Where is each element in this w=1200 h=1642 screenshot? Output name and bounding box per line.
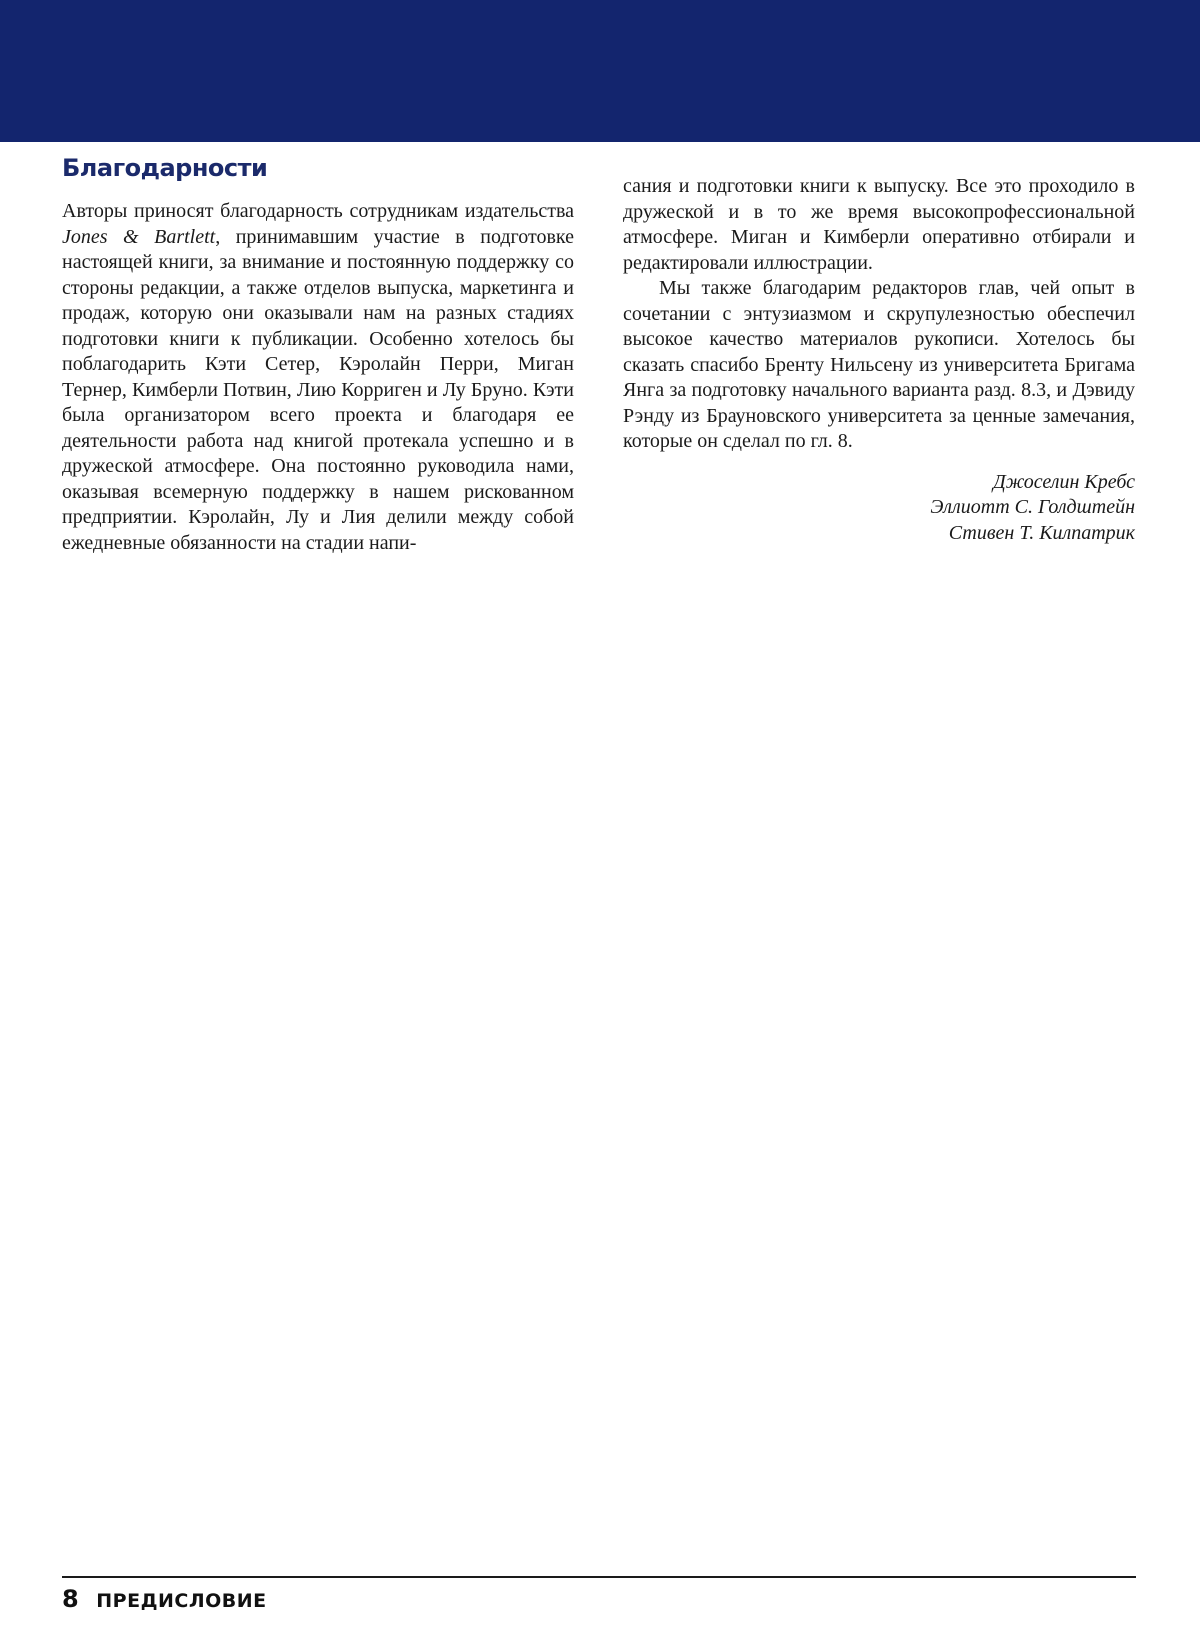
- header-band: [0, 0, 1200, 142]
- acknowledgement-paragraph-2: Мы также благодарим редакторов глав, чей опыт в сочетании с энтузиазмом и скрупулезностью обеспечил высокое качество материалов рукописи. Хотелось бы сказать спасибо Бренту Нильсену из университета Бригама Янга за подготовку начального варианта разд. 8.3, и Дэвиду Рэнду из Брауновского университета за ценные замечания, которые он сделал по гл. 8.: [623, 277, 1135, 452]
- author-signature: Стивен Т. Килпатрик: [948, 521, 1135, 544]
- author-signatures: [623, 470, 1135, 547]
- page-footer: [62, 1585, 267, 1613]
- acknowledgement-paragraph-1-continued: сания и подготовки книги к выпуску. Все это проходило в дружеской и в то же время высокопрофессиональной атмосфере. Миган и Кимберли оперативно отбирали и редактировали иллюстрации.: [623, 175, 1135, 274]
- section-title: Благодарности: [62, 154, 268, 182]
- right-column: [623, 174, 1135, 546]
- acknowledgement-paragraph-1: [62, 199, 574, 556]
- running-section-name: ПРЕДИСЛОВИЕ: [96, 1590, 267, 1612]
- author-signature: Эллиотт С. Голдштейн: [930, 496, 1135, 518]
- paragraph-text-start: Авторы приносят благодарность сотрудникам издательства: [62, 200, 574, 222]
- footer-divider: [62, 1576, 1136, 1578]
- paragraph-text-continued: , принимавшим участие в подготовке настоящей книги, за внимание и постоянную поддержку со стороны редакции, а также отделов выпуска, маркетинга и продаж, которую они оказывали нам на разных стадиях подготовки книги к публикации. Особенно хотелось бы поблагодарить Кэти Сетер, Кэролайн Перри, Миган Тернер, Кимберли Потвин, Лию Корриген и Лу Бруно. Кэти была организатором всего проекта и благодаря ее деятельности работа над книгой протекала успешно и в дружеской атмосфере. Она постоянно руководила нами, оказывая всемерную поддержку в нашем рискованном предприятии. Кэролайн, Лу и Лия делили между собой ежедневные обязанности на стадии напи-: [62, 225, 574, 554]
- publisher-name: Jones & Bartlett: [62, 225, 216, 248]
- page-number: 8: [62, 1585, 79, 1613]
- left-column: [62, 199, 574, 556]
- author-signature: Джоселин Кребс: [992, 470, 1135, 493]
